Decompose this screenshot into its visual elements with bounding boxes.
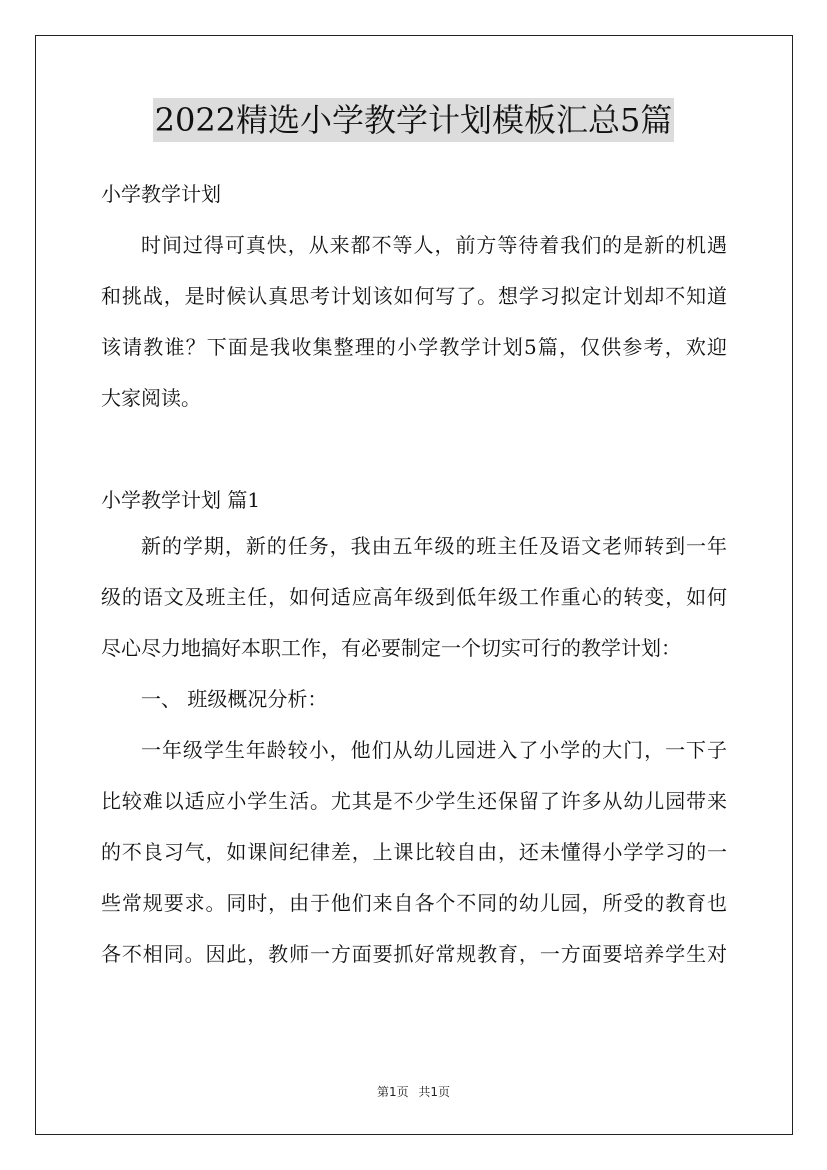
intro-line-1: 时间过得可真快，从来都不等人，前方等待着我们的是新的机遇	[141, 233, 727, 257]
total-pages: 共1页	[418, 1085, 451, 1099]
subheading: 一、 班级概况分析：	[141, 687, 328, 711]
paragraph2-line-5: 各不相同。因此，教师一方面要抓好常规教育，一方面要培养学生对	[101, 942, 727, 966]
article-heading: 小学教学计划 篇1	[101, 488, 261, 512]
paragraph2-line-1: 一年级学生年龄较小，他们从幼儿园进入了小学的大门，一下子	[141, 738, 727, 762]
paragraph-spacer	[101, 429, 727, 480]
paragraph2-line-3: 的不良习气，如课间纪律差，上课比较自由，还未懂得小学学习的一	[101, 840, 727, 864]
section-label: 小学教学计划	[101, 182, 221, 206]
title-container	[0, 98, 827, 142]
page-number: 第1页	[376, 1085, 409, 1099]
paragraph1-line-1: 新的学期，新的任务，我由五年级的班主任及语文老师转到一年	[141, 534, 727, 558]
document-body	[101, 174, 727, 985]
paragraph1-line-3: 尽心尽力地搞好本职工作，有必要制定一个切实可行的教学计划：	[101, 636, 681, 660]
document-title: 2022精选小学教学计划模板汇总5篇	[153, 98, 675, 142]
paragraph2-line-2: 比较难以适应小学生活。尤其是不少学生还保留了许多从幼儿园带来	[101, 789, 727, 813]
intro-line-4: 大家阅读。	[101, 386, 201, 410]
intro-line-3: 该请教谁？下面是我收集整理的小学教学计划5篇，仅供参考，欢迎	[101, 335, 727, 359]
paragraph2-line-4: 些常规要求。同时，由于他们来自各个不同的幼儿园，所受的教育也	[101, 891, 727, 915]
page-footer	[0, 1083, 827, 1100]
intro-line-2: 和挑战，是时候认真思考计划该如何写了。想学习拟定计划却不知道	[101, 284, 727, 308]
paragraph1-line-2: 级的语文及班主任，如何适应高年级到低年级工作重心的转变，如何	[101, 585, 727, 609]
